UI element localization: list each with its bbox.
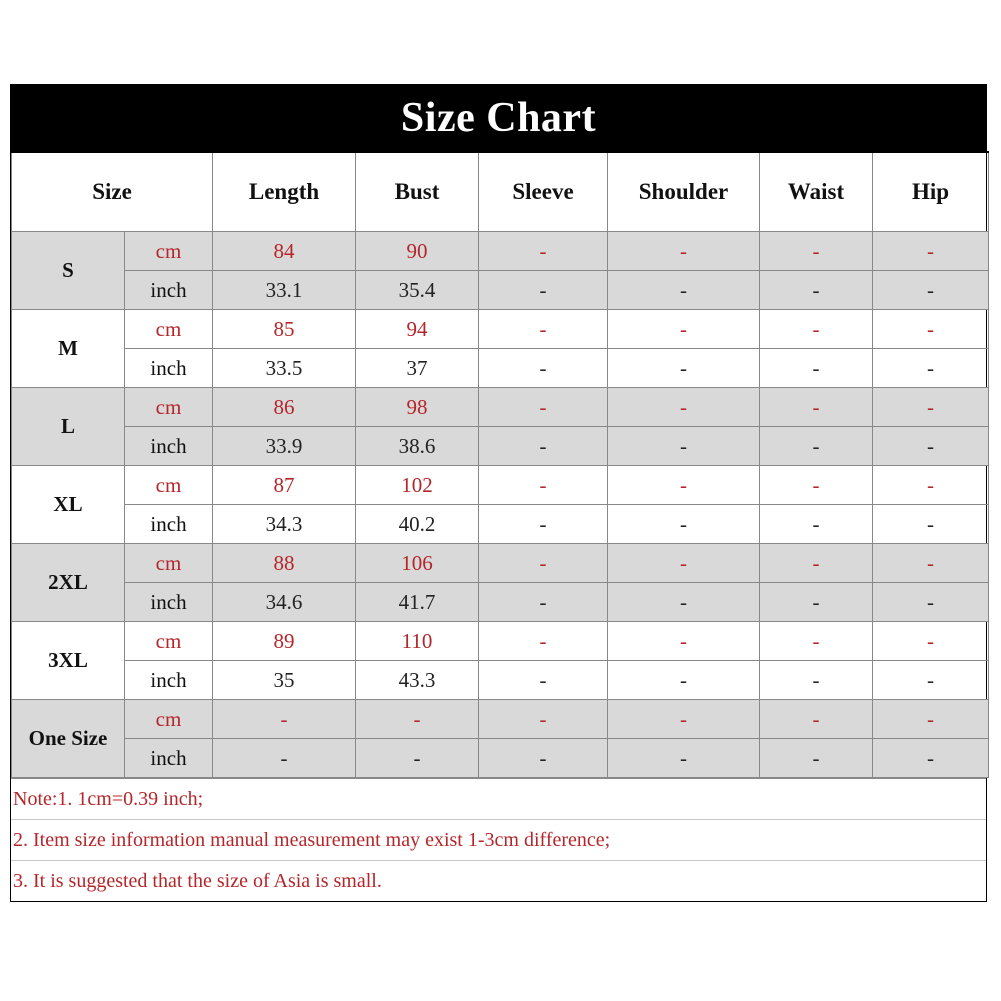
table-cell: - [608,349,760,388]
unit-label: inch [125,505,213,544]
table-cell: 89 [213,622,356,661]
table-cell: 43.3 [356,661,479,700]
table-cell: 41.7 [356,583,479,622]
size-label: One Size [12,700,125,778]
header-hip: Hip [873,152,989,232]
table-cell: - [760,544,873,583]
table-cell: - [479,466,608,505]
table-cell: 86 [213,388,356,427]
table-row [12,583,989,622]
table-cell: - [213,739,356,778]
table-cell: 87 [213,466,356,505]
table-cell: - [873,271,989,310]
header-size: Size [12,152,213,232]
table-cell: - [873,505,989,544]
unit-label: cm [125,232,213,271]
table-row [12,661,989,700]
table-cell: - [873,310,989,349]
table-cell: 102 [356,466,479,505]
table-cell: - [479,427,608,466]
table-cell: - [760,388,873,427]
table-cell: - [479,349,608,388]
notes [11,778,986,901]
table-cell: 38.6 [356,427,479,466]
table-cell: - [479,739,608,778]
table-cell: - [873,232,989,271]
unit-label: inch [125,583,213,622]
table-cell: - [479,661,608,700]
size-label: L [12,388,125,466]
table-cell: - [608,700,760,739]
table-row [12,232,989,271]
table-cell: - [479,583,608,622]
table-cell: 94 [356,310,479,349]
table-cell: - [873,661,989,700]
table-cell: - [608,388,760,427]
table-cell: - [608,310,760,349]
table-cell: - [479,388,608,427]
size-label: 3XL [12,622,125,700]
table-cell: - [479,700,608,739]
table-row [12,388,989,427]
table-row [12,505,989,544]
unit-label: inch [125,349,213,388]
table-cell: - [873,466,989,505]
size-label: M [12,310,125,388]
table-cell: - [608,583,760,622]
table-row [12,310,989,349]
table-cell: - [760,739,873,778]
size-table-body [12,232,989,778]
header-waist: Waist [760,152,873,232]
table-cell: 85 [213,310,356,349]
table-cell: 110 [356,622,479,661]
table-cell: - [356,739,479,778]
table-cell: - [873,583,989,622]
table-cell: - [760,232,873,271]
header-bust: Bust [356,152,479,232]
table-cell: - [760,505,873,544]
table-cell: 84 [213,232,356,271]
table-cell: - [608,739,760,778]
table-cell: 40.2 [356,505,479,544]
table-cell: - [873,622,989,661]
table-cell: 37 [356,349,479,388]
table-cell: - [608,271,760,310]
size-label: S [12,232,125,310]
table-cell: 35 [213,661,356,700]
table-cell: 34.3 [213,505,356,544]
unit-label: cm [125,622,213,661]
table-row [12,622,989,661]
table-cell: - [873,700,989,739]
table-cell: - [760,661,873,700]
unit-label: cm [125,700,213,739]
table-cell: - [760,310,873,349]
note-2: 2. Item size information manual measurement may exist 1-3cm difference; [11,820,986,861]
table-cell: - [760,427,873,466]
table-cell: - [760,700,873,739]
header-row [12,152,989,232]
table-cell: 33.9 [213,427,356,466]
table-cell: - [479,310,608,349]
table-cell: 88 [213,544,356,583]
table-cell: 106 [356,544,479,583]
table-row [12,739,989,778]
table-cell: - [608,232,760,271]
table-cell: - [213,700,356,739]
table-cell: 33.5 [213,349,356,388]
table-cell: - [873,739,989,778]
table-cell: - [873,388,989,427]
size-table [11,151,989,778]
header-shoulder: Shoulder [608,152,760,232]
table-cell: 34.6 [213,583,356,622]
table-cell: - [760,349,873,388]
size-chart [10,84,987,902]
table-cell: - [479,232,608,271]
table-cell: - [608,505,760,544]
note-1: Note:1. 1cm=0.39 inch; [11,779,986,820]
table-cell: - [873,349,989,388]
table-cell: - [479,622,608,661]
table-row [12,466,989,505]
table-cell: - [356,700,479,739]
size-label: XL [12,466,125,544]
table-cell: - [608,622,760,661]
table-row [12,427,989,466]
table-cell: - [608,427,760,466]
unit-label: inch [125,739,213,778]
size-label: 2XL [12,544,125,622]
table-row [12,700,989,739]
table-cell: - [760,466,873,505]
table-cell: - [760,271,873,310]
note-3: 3. It is suggested that the size of Asia is small. [13,870,382,892]
table-cell: - [608,661,760,700]
header-sleeve: Sleeve [479,152,608,232]
table-cell: 90 [356,232,479,271]
table-cell: 33.1 [213,271,356,310]
unit-label: inch [125,271,213,310]
table-cell: - [479,271,608,310]
table-row [12,544,989,583]
chart-title: Size Chart [11,85,986,151]
table-cell: - [608,466,760,505]
table-row [12,349,989,388]
table-cell: - [873,544,989,583]
header-length: Length [213,152,356,232]
unit-label: cm [125,544,213,583]
table-cell: - [760,583,873,622]
table-cell: - [479,544,608,583]
table-cell: - [479,505,608,544]
unit-label: inch [125,661,213,700]
unit-label: cm [125,388,213,427]
table-cell: - [873,427,989,466]
table-cell: 35.4 [356,271,479,310]
table-cell: - [608,544,760,583]
unit-label: cm [125,466,213,505]
table-cell: 98 [356,388,479,427]
table-row [12,271,989,310]
unit-label: inch [125,427,213,466]
table-cell: - [760,622,873,661]
unit-label: cm [125,310,213,349]
